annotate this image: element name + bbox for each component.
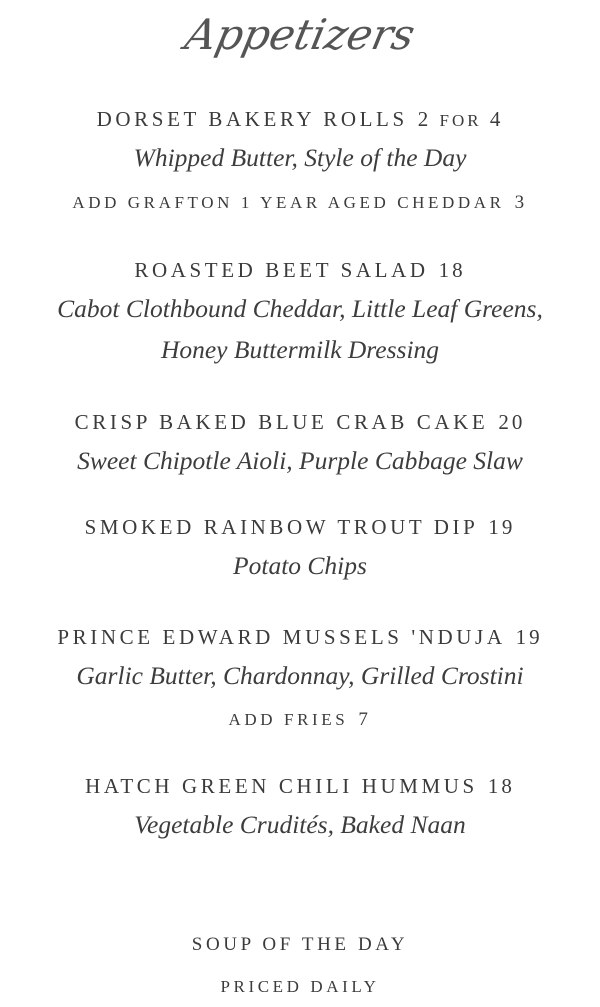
item-addon bbox=[0, 190, 600, 216]
item-description: Potato Chips bbox=[233, 551, 367, 580]
item-name: PRINCE EDWARD MUSSELS 'NDUJA bbox=[57, 625, 506, 649]
price-for: FOR bbox=[439, 111, 482, 130]
item-description: Vegetable Crudités, Baked Naan bbox=[134, 810, 466, 839]
addon-price: 7 bbox=[358, 709, 372, 730]
item-name: CRISP BAKED BLUE CRAB CAKE bbox=[74, 410, 489, 434]
item-price bbox=[418, 107, 504, 131]
section-title: Appetizers bbox=[180, 10, 420, 59]
price-quantity: 2 bbox=[417, 107, 432, 131]
menu-item-name bbox=[0, 104, 600, 136]
item-price: 18 bbox=[487, 774, 515, 798]
item-price: 18 bbox=[438, 258, 466, 282]
price-amount: 4 bbox=[489, 107, 504, 131]
menu-item-name bbox=[0, 771, 600, 801]
item-name: HATCH GREEN CHILI HUMMUS bbox=[85, 774, 478, 798]
menu-item-name bbox=[0, 255, 600, 285]
item-description: Whipped Butter, Style of the Day bbox=[133, 143, 467, 172]
item-name: SMOKED RAINBOW TROUT DIP bbox=[84, 515, 479, 539]
item-price: 19 bbox=[488, 515, 516, 539]
menu-item-name bbox=[0, 622, 600, 652]
item-price: 20 bbox=[498, 410, 526, 434]
item-description: Cabot Clothbound Cheddar, Little Leaf Greens, bbox=[57, 294, 543, 323]
soup-price-note: PRICED DAILY bbox=[220, 977, 380, 996]
item-description: Sweet Chipotle Aioli, Purple Cabbage Slaw bbox=[77, 446, 523, 475]
item-name: ROASTED BEET SALAD bbox=[134, 258, 429, 282]
menu-item-name bbox=[0, 512, 600, 542]
addon-price: 3 bbox=[514, 192, 528, 213]
item-description: Honey Buttermilk Dressing bbox=[160, 335, 440, 364]
item-description: Garlic Butter, Chardonnay, Grilled Crostini bbox=[76, 661, 524, 690]
item-addon bbox=[0, 707, 600, 733]
soup-name: SOUP OF THE DAY bbox=[191, 934, 409, 955]
addon-label: ADD GRAFTON 1 YEAR AGED CHEDDAR bbox=[72, 193, 505, 212]
menu-item-name bbox=[0, 407, 600, 437]
item-name: DORSET BAKERY ROLLS bbox=[96, 107, 408, 131]
addon-label: ADD FRIES bbox=[228, 710, 349, 729]
item-price: 19 bbox=[515, 625, 543, 649]
